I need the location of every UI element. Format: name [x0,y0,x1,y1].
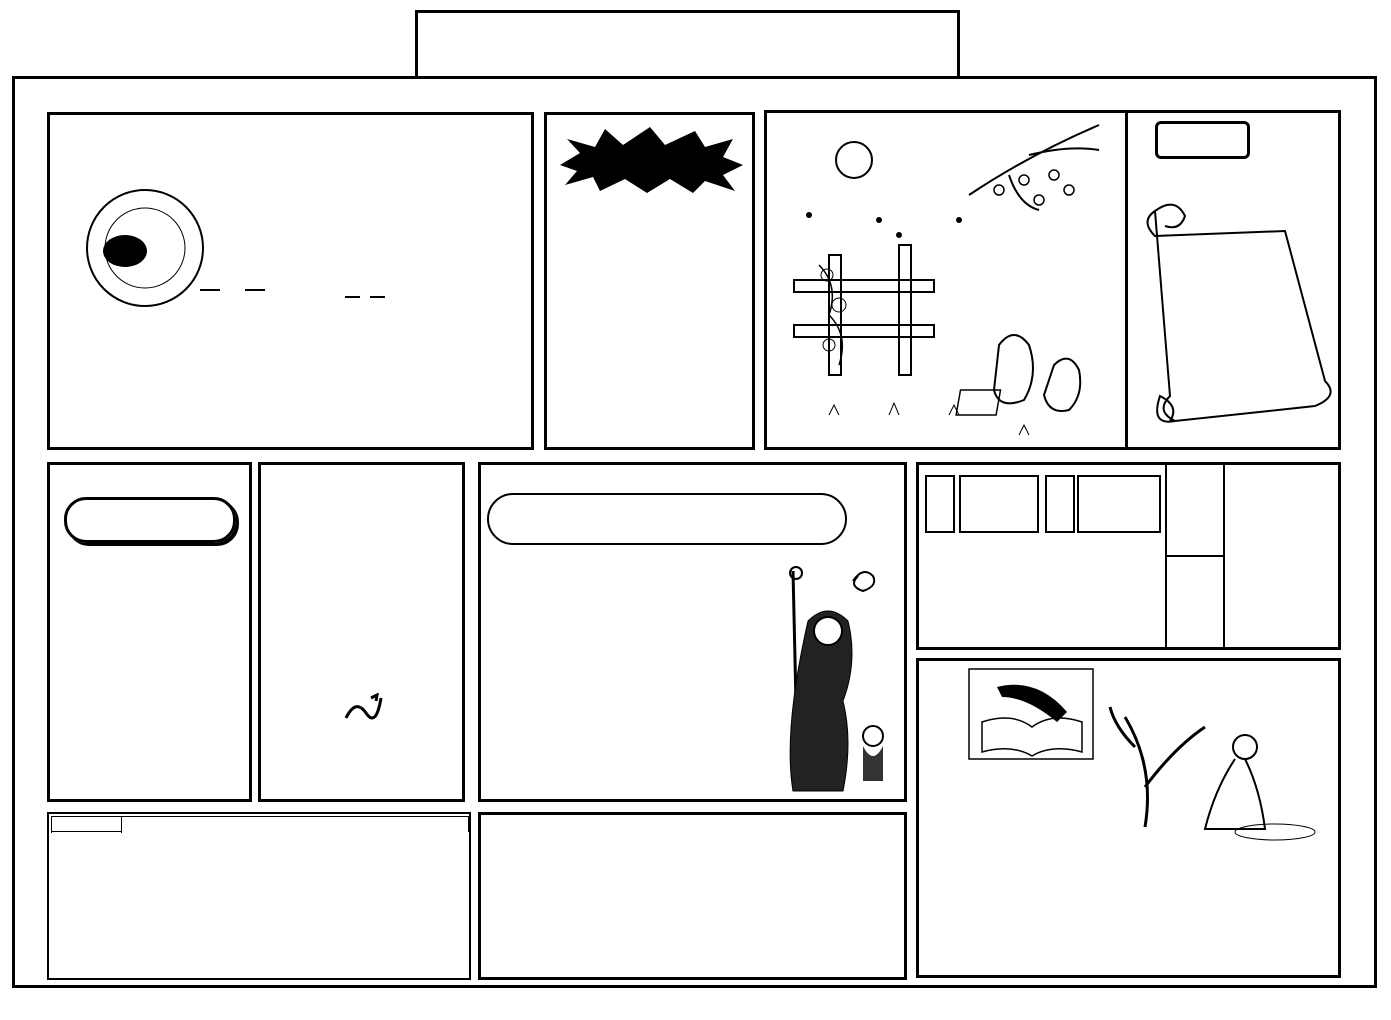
mengliao-panel [258,462,465,802]
lingma-panel [478,462,907,802]
zongfen-panel [916,462,1341,650]
label1-prefix [925,475,955,533]
liuhe-heading-burst [555,125,745,195]
logo-panel [47,112,534,450]
tree-lady-illustration [1105,667,1337,847]
scroll-icon [1135,191,1335,441]
special-panel [47,462,252,802]
col-qishu [52,817,122,832]
xunma-title [1155,121,1250,159]
label2 [1077,475,1161,533]
special-title [64,497,236,543]
dragon-icon [341,693,386,728]
table-title [122,817,469,832]
logo-artwork [50,115,531,447]
draw-results-table [51,816,469,832]
draw-results-panel [47,812,471,980]
left-banner [16,110,42,985]
right-banner [1346,110,1372,985]
garden-illustration [769,115,1121,445]
label1 [959,475,1039,533]
footer-notice [12,988,1377,1016]
top-banner [20,82,1370,108]
label2-prefix [1045,475,1075,533]
jiehua-panel [916,658,1341,978]
immortal-figure [763,561,903,801]
lingma-text [495,561,761,793]
baxian-row [491,863,901,979]
xunma-panel [764,110,1341,450]
seal-icon [87,190,203,306]
lingma-title [487,493,847,545]
baxian-panel [478,812,907,980]
liuhe-panel [544,112,755,450]
masthead [415,10,960,78]
book-hand-illustration [967,667,1097,763]
